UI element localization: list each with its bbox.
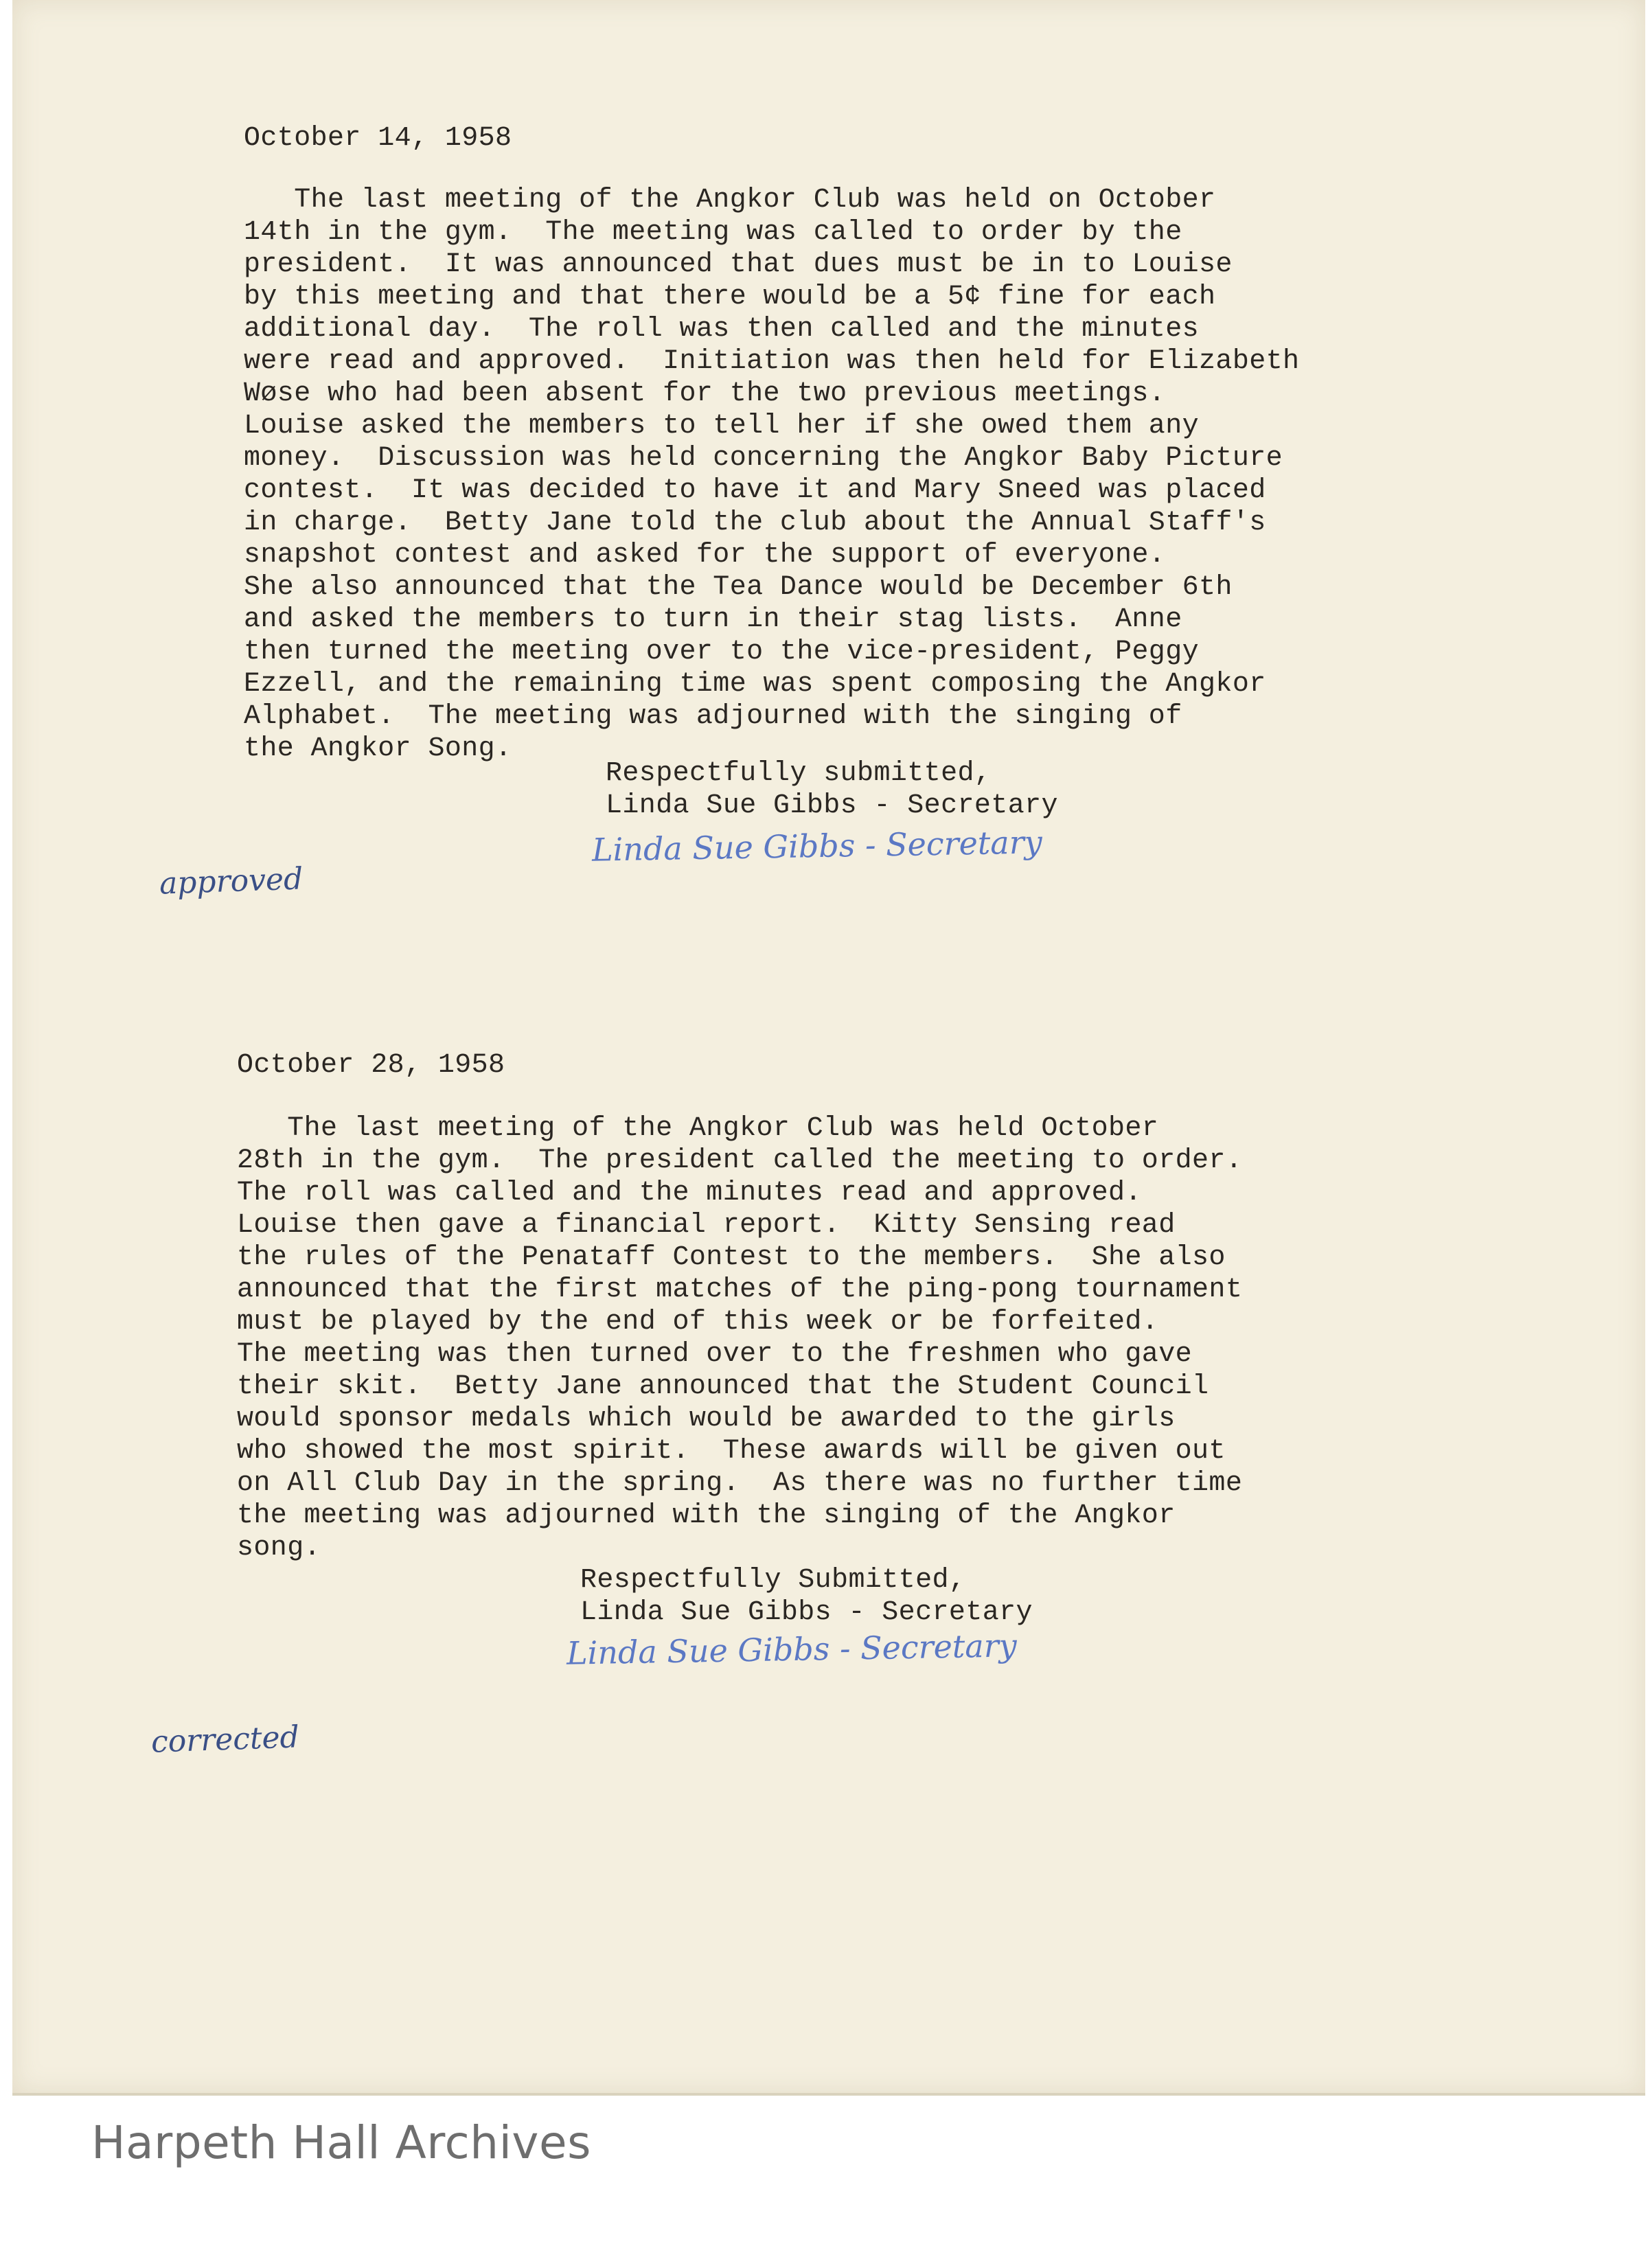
typed-signature: Linda Sue Gibbs - Secretary: [580, 1597, 1033, 1628]
body-line: then turned the meeting over to the vice-president, Peggy: [244, 637, 1200, 667]
closing-block: [606, 757, 1058, 822]
body-line: The last meeting of the Angkor Club was held on October: [244, 185, 1216, 216]
body-line: snapshot contest and asked for the support of everyone.: [244, 540, 1166, 571]
body-line: must be played by the end of this week or be forfeited.: [237, 1307, 1159, 1338]
body-line: the Angkor Song.: [244, 733, 512, 764]
entry-body: [237, 1112, 1242, 1564]
body-line: and asked the members to turn in their stag lists. Anne: [244, 604, 1182, 635]
body-line: president. It was announced that dues must be in to Louise: [244, 249, 1233, 280]
paper-edge: [12, 2093, 1645, 2096]
body-line: additional day. The roll was then called and the minutes: [244, 314, 1200, 345]
body-line: 14th in the gym. The meeting was called to order by the: [244, 217, 1182, 248]
body-line: by this meeting and that there would be a 5¢ fine for each: [244, 282, 1216, 312]
entry-date: October 14, 1958: [244, 123, 512, 154]
entry-date: October 28, 1958: [237, 1050, 505, 1081]
body-line: the meeting was adjourned with the singing of the Angkor: [237, 1500, 1176, 1531]
body-line: Wøse who had been absent for the two previous meetings.: [244, 378, 1166, 409]
archive-credit: Harpeth Hall Archives: [91, 2116, 591, 2169]
body-line: would sponsor medals which would be awarded to the girls: [237, 1404, 1176, 1434]
body-line: in charge. Betty Jane told the club about the Annual Staff's: [244, 507, 1266, 538]
body-line: She also announced that the Tea Dance would be December 6th: [244, 572, 1233, 603]
body-line: Louise then gave a financial report. Kitty Sensing read: [237, 1210, 1176, 1241]
body-line: The meeting was then turned over to the freshmen who gave: [237, 1339, 1193, 1370]
handwritten-signature: Linda Sue Gibbs - Secretary: [566, 1627, 1018, 1672]
handwritten-note: approved: [159, 861, 304, 902]
closing-text: Respectfully submitted,: [606, 758, 992, 789]
body-line: the rules of the Penataff Contest to the members. She also: [237, 1242, 1226, 1273]
body-line: Alphabet. The meeting was adjourned with the singing of: [244, 701, 1182, 732]
body-line: on All Club Day in the spring. As there was no further time: [237, 1468, 1243, 1499]
body-line: contest. It was decided to have it and Mary Sneed was placed: [244, 475, 1266, 506]
body-line: 28th in the gym. The president called the meeting to order.: [237, 1145, 1243, 1176]
body-line: were read and approved. Initiation was then held for Elizabeth: [244, 346, 1300, 377]
entry-body: [244, 184, 1299, 765]
body-line: their skit. Betty Jane announced that the Student Council: [237, 1371, 1209, 1402]
closing-block: [580, 1564, 1033, 1629]
body-line: song.: [237, 1533, 321, 1563]
body-line: The roll was called and the minutes read and approved.: [237, 1178, 1142, 1209]
body-line: The last meeting of the Angkor Club was held October: [237, 1113, 1159, 1144]
body-line: Louise asked the members to tell her if she owed them any: [244, 411, 1200, 442]
closing-text: Respectfully Submitted,: [580, 1565, 966, 1596]
body-line: money. Discussion was held concerning the Angkor Baby Picture: [244, 443, 1283, 474]
typed-signature: Linda Sue Gibbs - Secretary: [606, 790, 1058, 821]
handwritten-note: corrected: [150, 1719, 300, 1760]
body-line: Ezzell, and the remaining time was spent composing the Angkor: [244, 669, 1266, 700]
body-line: announced that the first matches of the ping-pong tournament: [237, 1274, 1243, 1305]
body-line: who showed the most spirit. These awards will be given out: [237, 1436, 1226, 1467]
handwritten-signature: Linda Sue Gibbs - Secretary: [591, 823, 1043, 869]
